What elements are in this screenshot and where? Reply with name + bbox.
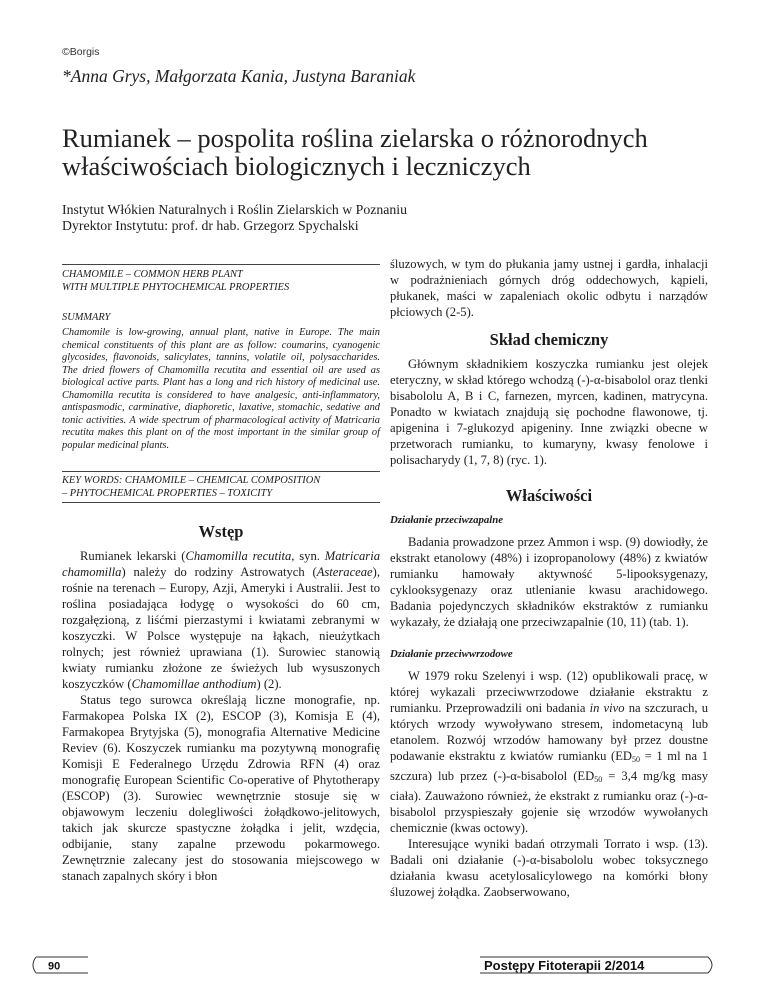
anti-inflammatory-body bbox=[390, 534, 708, 630]
anthodium-name: Chamomillae anthodium bbox=[131, 677, 257, 691]
anti-inflammatory-text: Badania prowadzone przez Ammon i wsp. (9) dowiodły, że ekstrakt etanolowy (48%) i izopropanolowy (48%) z kwiatów rumianku hamowały aktywność 5-lipooksygenazy, cyklooksygenazy oraz utlenianie kwasu arachidowego. Badania pojedynczych składników ekstraktów z rumianku wykazały, że działają one przeciwzapalnie (10, 11) (tab. 1). bbox=[390, 535, 708, 629]
summary-top-rule bbox=[62, 264, 380, 265]
copyright-symbol: © bbox=[62, 46, 70, 58]
article-title: Rumianek – pospolita roślina zielarska o różnorodnych właściwościach biologicznych i leczniczych bbox=[62, 123, 648, 181]
antiulcer-paragraph-2: Interesujące wyniki badań otrzymali Torrato i wsp. (13). Badali oni działanie (-)-α-bisabololu wobec toksycznego działania kwasu acetylosalicylowego na komórki błony śluzowej żołądka. Zaobserwowano, bbox=[390, 837, 708, 899]
intro-paragraph-1: Rumianek lekarski (Chamomilla recutita, syn. Matricaria chamomilla) należy do rodziny Astrowatych (Asteraceae), rośnie na terenach – Europy, Azji, Ameryki i Australii. Jest to roślina posiadająca łodygę o wysokości do 60 cm, rozgałęzioną, z liśćmi pierzastymi i kwiatami zebranymi w koszyczki. W Polsce występuje na łąkach, nieużytkach rolnych; jest również uprawiana (1). Surowiec stanowią kwiaty rumianku złożone ze świeżych lub wysuszonych koszyczków (Chamomillae anthodium) (2). bbox=[62, 549, 380, 691]
keywords-line2: – PHYTOCHEMICAL PROPERTIES – TOXICITY bbox=[62, 487, 273, 499]
in-vivo-term: in vivo bbox=[589, 701, 625, 715]
antiulcer-body bbox=[390, 668, 708, 900]
page-number-tab bbox=[30, 955, 90, 975]
authors: *Anna Grys, Małgorzata Kania, Justyna Baraniak bbox=[62, 66, 416, 86]
affiliation bbox=[62, 202, 407, 234]
summary-heading-line1: CHAMOMILE – COMMON HERB PLANT bbox=[62, 269, 243, 280]
publisher: Borgis bbox=[69, 46, 100, 58]
keywords bbox=[62, 475, 380, 500]
ed-subscript-1: 50 bbox=[632, 755, 641, 764]
summary-text: Chamomile is low-growing, annual plant, native in Europe. The main chemical constituents of this plant are as follow: coumarins, cyanogenic glycosides, flavonoids, salicylates, tannins, volatile oil, polysaccharides. The dried flowers of Chamomilla recutita and essential oil are used as biological active parts. Plant has a long and rich history of medicinal use. Chamomilla recutita is considered to have analgesic, anti-inflammatory, antispasmodic, carminative, diaphoretic, laxative, stomachic, sedative and tonic activities. A wide spectrum of pharmacological activity of Matricaria recutita makes this plant on of the most important in the similar group of popular medicinal plants. bbox=[62, 327, 380, 451]
antiulcer-paragraph-1: W 1979 roku Szelenyi i wsp. (12) opublikowali pracę, w której wykazali przeciwwrzodowe działanie ekstraktu z rumianku. Przeprowadzili oni badania in vivo na szczurach, u których wrzody wywoływano stresem, indometacyną lub etanolem. Rozwój wrzodów hamowany był przez doustne podawanie ekstraktu z kwiatów rumianku ($ED_{50} = 1$ ml na 1 szczura) lub przez (-)-α-bisabolol ($ED_{50} = 3,4$ mg/kg masy ciała). Zauważono również, że ekstrakt z rumianku oraz (-)-α-bisabolol przyspieszały gojenie się wrzodów wywołanych chemicznie (kwas octowy). bbox=[390, 669, 709, 835]
intro-body bbox=[62, 548, 380, 884]
composition-text: Głównym składnikiem koszyczka rumianku jest olejek eteryczny, w skład którego wchodzą (-)-α-bisabolol oraz tlenki bisabololu A, B i C, farnezen, myrcen, kadinen, matrycyna. Ponadto w kwiatach znajdują się pochodne flawonowe, tj. apigenina i 7-glukozyd apigeniny. Inne związki obecne w przetworach rumianku, to kumaryny, kwasy fenolowe i polisacharydy (1, 7, 8) (ryc. 1). bbox=[390, 357, 708, 467]
director: Dyrektor Instytutu: prof. dr hab. Grzegorz Spychalski bbox=[62, 218, 359, 233]
intro-paragraph-2: Status tego surowca określają liczne monografie, np. Farmakopea Polska IX (2), ESCOP (3), Komisja E (4), Farmakopea Brytyjska (5), monografia Alternative Medicine Reviev (6). Koszyczek rumianku ma pozytywną monografię Komisji E Federalnego Urzędu Zdrowia RFN (4) oraz monografię European Scientific Co-operative of Phytotherapy (ESCOP) (3). Surowiec wewnętrznie stosuje się w objawowym leczeniu dolegliwości żołądkowo-jelitowych, takich jak skurcze spastyczne żołądka i jelit, wzdęcia, odbijanie, stany zapalne przewodu pokarmowego. Zewnętrznie zalecany jest do stosowania miejscowego w stanach zapalnych skóry i błon bbox=[62, 693, 380, 883]
intro-continuation bbox=[390, 256, 708, 320]
subheading-antiulcer: Działanie przeciwwrzodowe bbox=[390, 648, 513, 660]
journal-name: Postępy Fitoterapii 2/2014 bbox=[484, 958, 645, 973]
composition-heading: Skład chemiczny bbox=[489, 330, 609, 349]
copyright-line bbox=[62, 46, 100, 58]
institution: Instytut Włókien Naturalnych i Roślin Zielarskich w Poznaniu bbox=[62, 202, 407, 217]
ed-subscript-2: 50 bbox=[594, 775, 603, 784]
keywords-top-rule bbox=[62, 471, 380, 472]
intro-heading: Wstęp bbox=[198, 522, 244, 541]
family-name: Asteraceae bbox=[316, 565, 373, 579]
subheading-anti-inflammatory: Działanie przeciwzapalne bbox=[390, 514, 504, 526]
journal-tab bbox=[480, 955, 720, 975]
species-name: Chamomilla recutita bbox=[185, 549, 292, 563]
intro-continuation-text: śluzowych, w tym do płukania jamy ustnej i gardła, inhalacji w podrażnieniach górnych dróg oddechowych, kąpieli, płukanek, maści w zapaleniach okolic odbytu i narządów płciowych (2-5). bbox=[390, 257, 708, 319]
summary-heading-line2: WITH MULTIPLE PHYTOCHEMICAL PROPERTIES bbox=[62, 282, 290, 293]
synonym-name: Matricaria chamomilla bbox=[62, 549, 380, 579]
composition-body bbox=[390, 356, 708, 468]
summary-label: SUMMARY bbox=[62, 312, 111, 323]
keywords-bottom-rule bbox=[62, 502, 380, 503]
page-number: 90 bbox=[48, 960, 61, 973]
properties-heading: Właściwości bbox=[505, 486, 593, 505]
summary-heading bbox=[62, 268, 380, 294]
keywords-line1: KEY WORDS: CHAMOMILE – CHEMICAL COMPOSITION bbox=[62, 475, 321, 486]
